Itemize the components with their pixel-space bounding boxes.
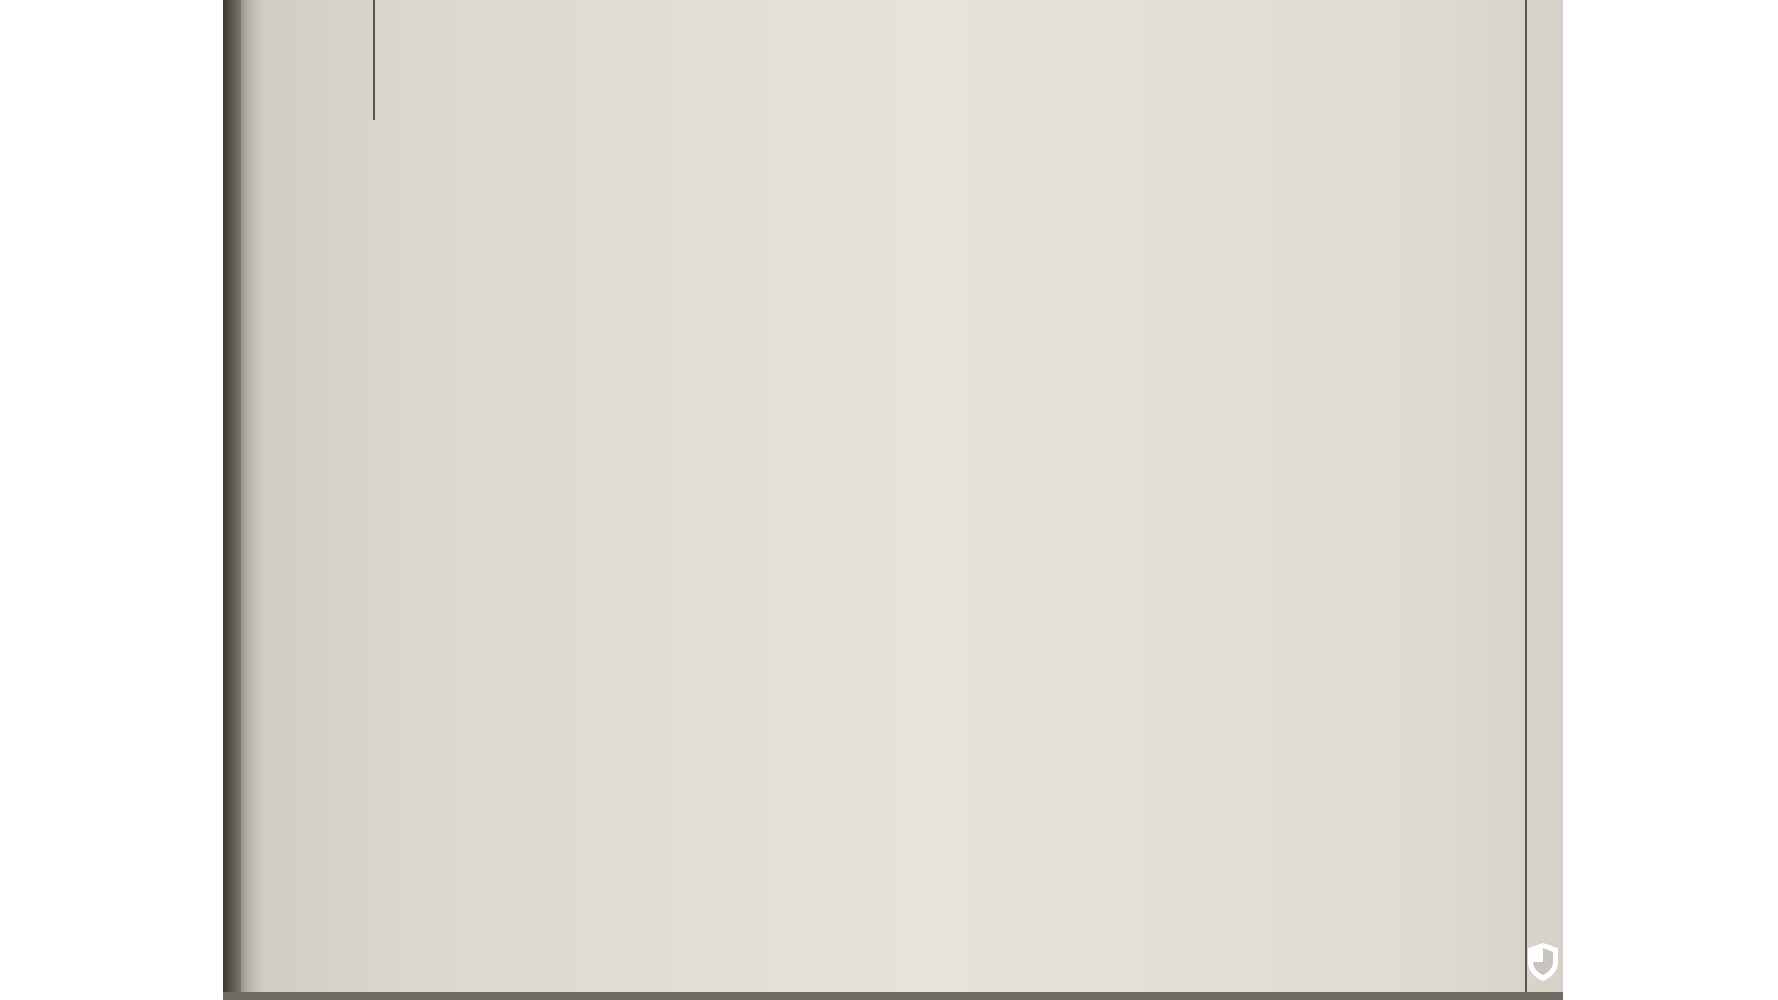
frame-line — [1525, 0, 1527, 992]
frame-line — [373, 0, 375, 120]
page-edge-shadow — [223, 0, 241, 1000]
document-photo — [223, 0, 1563, 1000]
shield-watermark-icon — [1526, 942, 1560, 982]
bottom-edge — [223, 992, 1563, 1000]
